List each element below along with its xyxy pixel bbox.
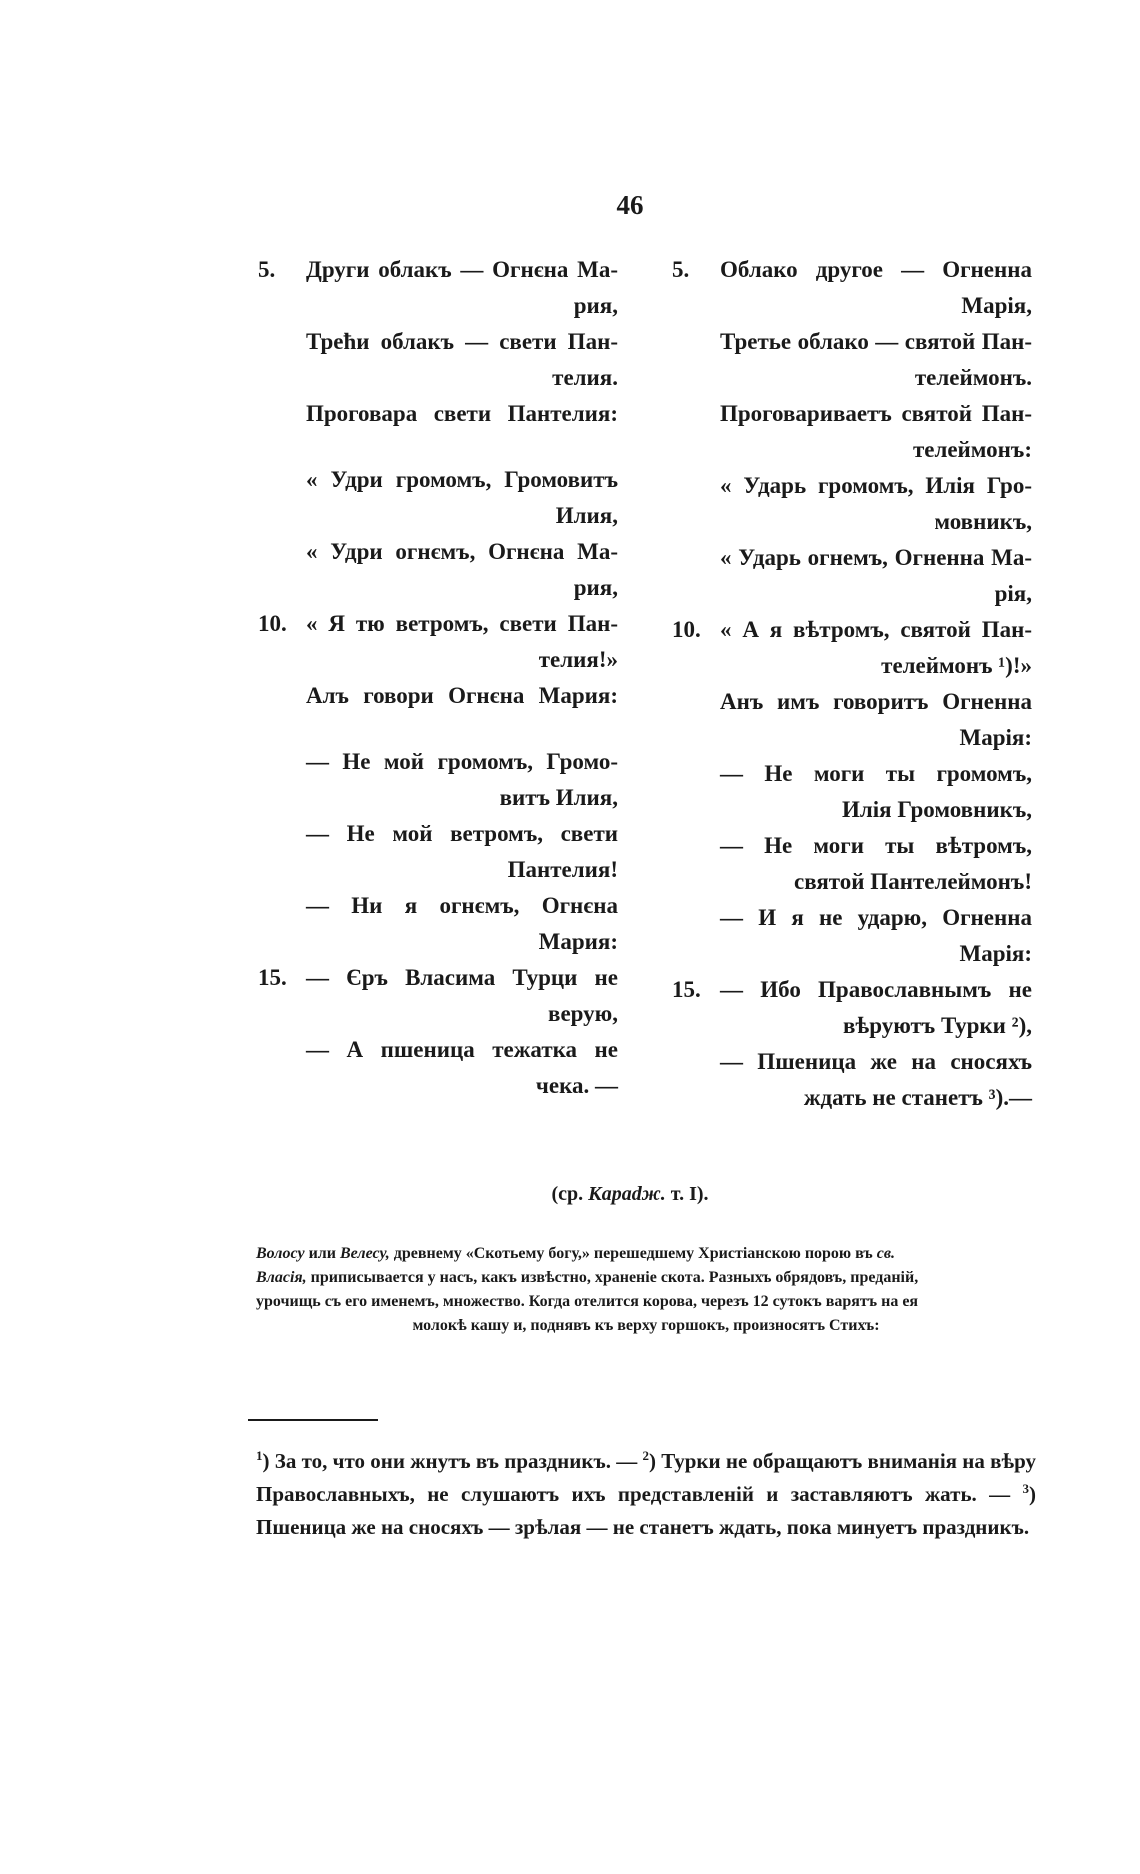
verse-line bbox=[258, 852, 618, 888]
verse-text: Пантелия! bbox=[507, 857, 618, 882]
verse-line bbox=[258, 288, 618, 324]
verse-line bbox=[672, 900, 1032, 936]
verse-text: Проговариваетъ святой Пан- bbox=[720, 401, 1032, 426]
verse-text: — И я не ударю, Огненна bbox=[720, 905, 1032, 930]
verse-text: мовникъ, bbox=[934, 509, 1032, 534]
verse-text: телеймонъ ¹)!» bbox=[881, 653, 1032, 678]
verse-line bbox=[258, 570, 618, 606]
verse-line bbox=[672, 612, 1032, 648]
verse-text: — Єръ Власима Турци не bbox=[306, 965, 618, 990]
verse-text: вѣруютъ Турки ²), bbox=[843, 1013, 1032, 1038]
verse-line bbox=[672, 360, 1032, 396]
verse-line bbox=[672, 684, 1032, 720]
verse-text: Мария: bbox=[538, 929, 618, 954]
verse-text: Алъ говори Огнєна Мария: bbox=[306, 683, 618, 708]
verse-text: Марія, bbox=[961, 293, 1032, 318]
verse-text: « Удри громомъ, Громовитъ bbox=[306, 467, 618, 492]
verse-text: Трећи облакъ — свети Пан- bbox=[306, 329, 618, 354]
verse-line bbox=[672, 468, 1032, 504]
source-citation bbox=[60, 1183, 1140, 1206]
footnote-divider bbox=[248, 1419, 378, 1421]
verse-line bbox=[672, 504, 1032, 540]
verse-text: « Ударь громомъ, Илія Гро- bbox=[720, 473, 1032, 498]
verse-line bbox=[672, 288, 1032, 324]
verse-text: — Пшеница же на сносяхъ bbox=[720, 1049, 1032, 1074]
verse-text: « Я тю ветромъ, свети Пан- bbox=[306, 611, 618, 636]
verse-line bbox=[258, 780, 618, 816]
verse-line bbox=[258, 642, 618, 678]
verse-text: Марія: bbox=[959, 941, 1032, 966]
footnotes bbox=[256, 1445, 1036, 1544]
verse-line bbox=[672, 828, 1032, 864]
verse-text: верую, bbox=[548, 1001, 618, 1026]
russian-translation-column bbox=[672, 252, 1032, 1116]
verse-number: 10. bbox=[258, 611, 287, 636]
verse-line bbox=[258, 924, 618, 960]
verse-text: чека. — bbox=[535, 1073, 618, 1098]
note-italic: св. bbox=[876, 1245, 895, 1262]
page-number: 46 bbox=[616, 190, 644, 220]
verse-number: 15. bbox=[258, 965, 287, 990]
verse-text: Проговара свети Пантелия: bbox=[306, 401, 618, 426]
verse-text: Други облакъ — Огнєна Ма- bbox=[306, 257, 618, 282]
verse-text: — Не моги ты громомъ, bbox=[720, 761, 1032, 786]
verse-line bbox=[258, 498, 618, 534]
verse-text: — Ни я огнємъ, Огнєна bbox=[306, 893, 618, 918]
footnote-marker: 2 bbox=[642, 1448, 649, 1463]
verse-text: — Не моги ты вѣтромъ, bbox=[720, 833, 1032, 858]
verse-line bbox=[672, 1044, 1032, 1080]
stanza-gap bbox=[258, 714, 618, 744]
verse-line bbox=[258, 1068, 618, 1104]
verse-line bbox=[258, 888, 618, 924]
verse-text: Илия, bbox=[555, 503, 618, 528]
verse-line bbox=[258, 534, 618, 570]
footnote-text: ) За то, что они жнутъ въ праздникъ. — bbox=[262, 1449, 643, 1473]
verse-text: « Ударь огнемъ, Огненна Ма- bbox=[720, 545, 1032, 570]
verse-line bbox=[672, 576, 1032, 612]
verse-line bbox=[672, 1080, 1032, 1116]
verse-line bbox=[258, 396, 618, 432]
citation-prefix: (ср. bbox=[551, 1183, 589, 1205]
verse-text: Облако другое — Огненна bbox=[720, 257, 1032, 282]
verse-number: 5. bbox=[672, 257, 690, 282]
note-italic: Велесу, bbox=[340, 1245, 390, 1262]
verse-text: Третье облако — святой Пан- bbox=[720, 329, 1032, 354]
verse-text: — Не мой ветромъ, свети bbox=[306, 821, 618, 846]
citation-source: Караdж. bbox=[588, 1183, 666, 1205]
footnote-text: ) Турки не обращаютъ вниманія на вѣру Православныхъ, не слушаютъ ихъ представленій и заставляютъ жать. — bbox=[256, 1449, 1036, 1506]
verse-text: « А я вѣтромъ, святой Пан- bbox=[720, 617, 1032, 642]
verse-line bbox=[672, 648, 1032, 684]
verse-text: телеймонъ: bbox=[912, 437, 1032, 462]
verse-text: — А пшеница тежатка не bbox=[306, 1037, 618, 1062]
verse-line bbox=[258, 462, 618, 498]
verse-line bbox=[672, 936, 1032, 972]
verse-line bbox=[672, 432, 1032, 468]
verse-number: 10. bbox=[672, 617, 701, 642]
verse-line bbox=[258, 678, 618, 714]
verse-text: рія, bbox=[994, 581, 1032, 606]
verse-line bbox=[672, 792, 1032, 828]
note-italic: Волосу bbox=[256, 1245, 305, 1262]
verse-line bbox=[258, 960, 618, 996]
verse-text: « Удри огнємъ, Огнєна Ма- bbox=[306, 539, 618, 564]
verse-line bbox=[672, 720, 1032, 756]
note-line: молокѣ кашу и, поднявъ къ верху горшокъ, произносятъ Стихъ: bbox=[412, 1317, 880, 1334]
stanza-gap bbox=[258, 432, 618, 462]
verse-text: рия, bbox=[573, 575, 618, 600]
verse-text: — Не мой громомъ, Громо- bbox=[306, 749, 618, 774]
verse-text: ждать не станетъ ³).— bbox=[803, 1085, 1032, 1110]
note-line bbox=[256, 1242, 1036, 1266]
verse-text: Илія Громовникъ, bbox=[841, 797, 1032, 822]
verse-number: 15. bbox=[672, 977, 701, 1002]
footnote-marker: 1 bbox=[256, 1448, 263, 1463]
verse-text: — Ибо Православнымъ не bbox=[720, 977, 1032, 1002]
verse-line bbox=[258, 324, 618, 360]
footnote-marker: 3 bbox=[1022, 1481, 1029, 1496]
verse-text: телия. bbox=[552, 365, 618, 390]
verse-line bbox=[258, 996, 618, 1032]
serbian-text-column bbox=[258, 252, 618, 1104]
note-line: урочищь съ его именемъ, множество. Когда отелится корова, черезъ 12 сутокъ варятъ на ея bbox=[256, 1293, 919, 1310]
verse-line bbox=[258, 816, 618, 852]
verse-line bbox=[258, 744, 618, 780]
verse-line bbox=[258, 1032, 618, 1068]
verse-line bbox=[672, 396, 1032, 432]
verse-number: 5. bbox=[258, 257, 276, 282]
verse-line bbox=[672, 1008, 1032, 1044]
verse-text: Марія: bbox=[959, 725, 1032, 750]
footnote-text: ) Пшеница же на сносяхъ — зрѣлая — не станетъ ждать, пока минуетъ праздникъ. bbox=[256, 1482, 1036, 1539]
verse-line bbox=[672, 756, 1032, 792]
verse-line bbox=[672, 864, 1032, 900]
verse-text: Анъ имъ говоритъ Огненна bbox=[720, 689, 1032, 714]
verse-line bbox=[672, 324, 1032, 360]
commentary-paragraph bbox=[256, 1242, 1036, 1338]
verse-line bbox=[258, 252, 618, 288]
verse-line bbox=[672, 972, 1032, 1008]
verse-text: витъ Илия, bbox=[499, 785, 618, 810]
citation-suffix: т. I). bbox=[665, 1183, 709, 1205]
verse-line bbox=[258, 606, 618, 642]
note-italic: Власія, bbox=[256, 1269, 307, 1286]
verse-line bbox=[672, 252, 1032, 288]
note-text: или bbox=[304, 1245, 340, 1262]
note-text: приписывается у насъ, какъ извѣстно, храненіе скота. Разныхъ обрядовъ, преданій, bbox=[306, 1269, 919, 1286]
verse-line bbox=[672, 540, 1032, 576]
verse-text: рия, bbox=[573, 293, 618, 318]
note-text: древнему «Скотьему богу,» перешедшему Христіанскою порою въ bbox=[389, 1245, 877, 1262]
note-line bbox=[256, 1266, 1036, 1290]
verse-text: телия!» bbox=[538, 647, 618, 672]
verse-text: святой Пантелеймонъ! bbox=[794, 869, 1032, 894]
verse-line bbox=[258, 360, 618, 396]
verse-text: телеймонъ. bbox=[914, 365, 1032, 390]
